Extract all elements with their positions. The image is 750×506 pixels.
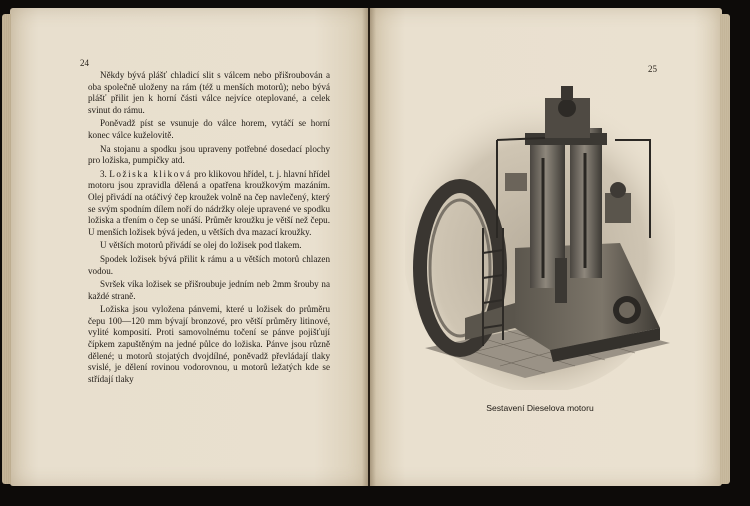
diesel-engine-illustration-icon (405, 78, 675, 390)
paragraph: Ložiska jsou vyložena pánvemi, které u ložisek do průměru čepu 100—120 mm bývají bronzové, pro větší průměry litinové, vylité komposití. Proti samovolnému točení se pánve pojišťují čípkem zapuštěným na jedné půlce do ložiska. Pánve jsou různě dělené; u motorů stojatých dvojdílné, poněvadž převládají tlaky svislé, je dělení rovinou vodorovnou, u motorů ležatých kde se střídají tlaky (88, 304, 330, 384)
paragraph: U větších motorů přivádí se olej do ložisek pod tlakem. (100, 240, 302, 251)
section-text: pro klikovou hřídel, t. j. hlavní hřídel motoru jsou zpravidla dělená a opatřena kroužkovým mazáním. Olej přivádí na otáčivý čep kroužek volně na čep navlečený, který se svým spodním dílem noří do nádržky oleje upravené ve spodku ložiska a třením o čep se unáší. Průměr kroužku je větší než čepu. U menších ložisek bývá jeden, u větších dva mazací kroužky. (88, 168, 330, 237)
page-number-right: 25 (648, 64, 657, 74)
paragraph: Někdy bývá plášť chladicí slit s válcem nebo přišroubován a oba společně uloženy na rám (též u menších motorů); nebo bývá plášť přilit jen k horní části válce nejvíce oteplované, a celek svinut do rámu. (88, 70, 330, 115)
paragraph: Na stojanu a spodku jsou upraveny potřebné dosedací plochy pro ložiska, pumpičky atd. (88, 143, 330, 166)
figure-caption: Sestavení Dieselova motoru (486, 403, 594, 413)
left-page-edges (2, 14, 11, 484)
page-number-left: 24 (80, 58, 89, 68)
paragraph-bearings (88, 169, 330, 239)
paragraph: Svršek víka ložisek se přišroubuje jedním neb 2mm šrouby na každé straně. (88, 279, 330, 301)
right-page-edges (720, 14, 730, 484)
body-text (88, 70, 330, 387)
paragraph: Poněvadž píst se vsunuje do válce horem, vytáčí se horní konec válce kuželovitě. (88, 118, 330, 140)
section-number: 3. (100, 168, 110, 179)
book-gutter (362, 8, 376, 486)
section-heading: Ložiska kliková (109, 168, 192, 179)
paragraph: Spodek ložisek bývá přilit k rámu a u větších motorů chlazen vodou. (88, 253, 330, 276)
